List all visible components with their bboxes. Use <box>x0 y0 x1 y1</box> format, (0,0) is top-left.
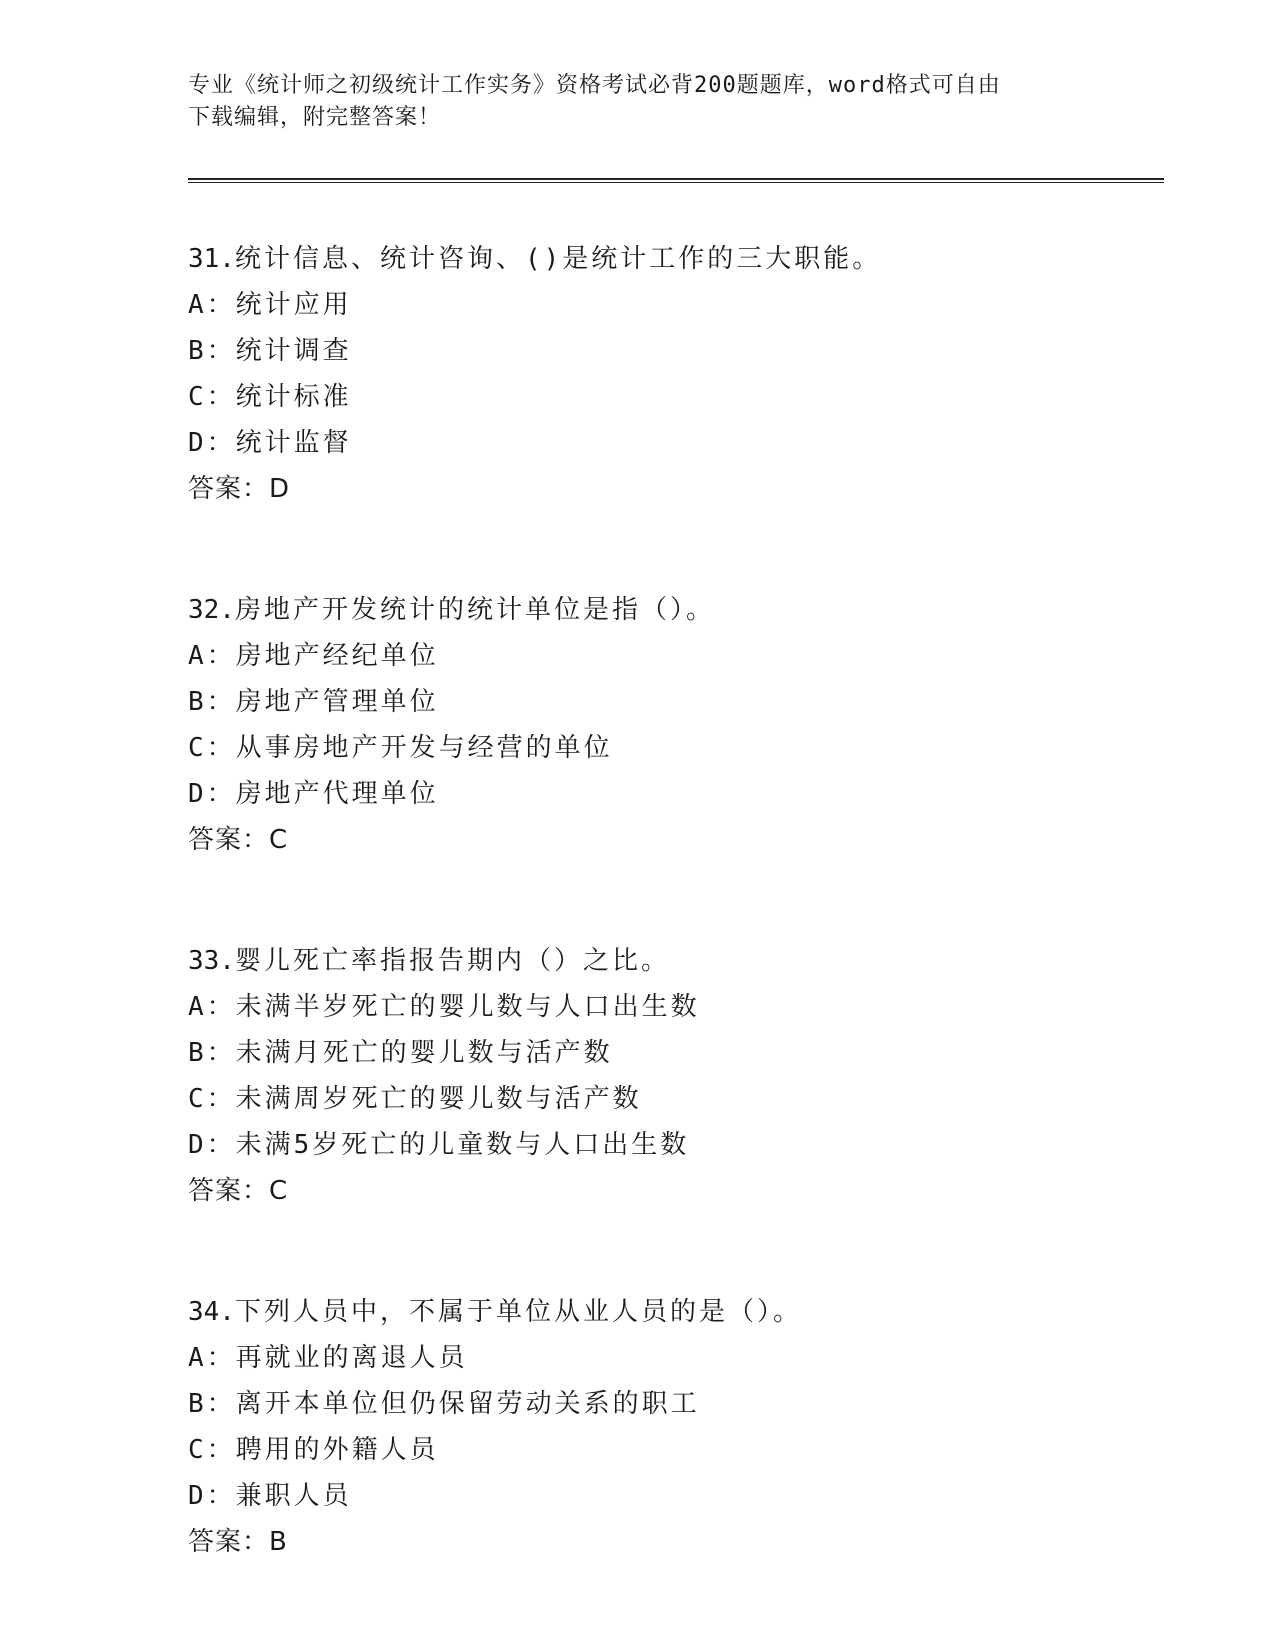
answer-label: 答案： <box>188 1176 270 1206</box>
header-line-1: 专业《统计师之初级统计工作实务》资格考试必背200题题库，word格式可自由 <box>188 73 1001 98</box>
option-a <box>188 1335 1164 1381</box>
option-text: 离开本单位但仍保留劳动关系的职工 <box>235 1389 700 1419</box>
option-key: C： <box>188 1435 236 1465</box>
option-a <box>188 282 1164 328</box>
option-d <box>188 771 1164 817</box>
question-list <box>188 236 1164 1640</box>
answer-line <box>188 817 1164 863</box>
option-text: 聘用的外籍人员 <box>235 1435 439 1465</box>
question-31 <box>188 236 1164 512</box>
question-text: 房地产开发统计的统计单位是指（）。 <box>234 595 715 625</box>
header-divider <box>188 178 1164 183</box>
option-key: A： <box>188 641 236 671</box>
question-stem <box>188 1289 1164 1335</box>
option-key: B： <box>188 336 236 366</box>
question-stem <box>188 938 1164 984</box>
option-text: 未满月死亡的婴儿数与活产数 <box>235 1038 613 1068</box>
option-key: B： <box>188 1389 236 1419</box>
option-text: 统计应用 <box>235 290 352 320</box>
answer-label: 答案： <box>188 825 270 855</box>
option-c <box>188 725 1164 771</box>
option-b <box>188 328 1164 374</box>
option-key: D： <box>188 428 236 458</box>
question-stem <box>188 236 1164 282</box>
option-d <box>188 420 1164 466</box>
option-b <box>188 1030 1164 1076</box>
option-key: C： <box>188 1084 236 1114</box>
header-line-2: 下载编辑，附完整答案！ <box>188 105 442 130</box>
question-number: 32. <box>188 595 235 625</box>
question-text: 婴儿死亡率指报告期内（）之比。 <box>234 946 670 976</box>
answer-line <box>188 466 1164 512</box>
option-key: A： <box>188 1343 236 1373</box>
document-header <box>188 70 1088 134</box>
answer-value: B <box>269 1527 288 1557</box>
option-text: 房地产代理单位 <box>235 779 439 809</box>
option-text: 房地产经纪单位 <box>235 641 439 671</box>
question-32 <box>188 587 1164 863</box>
option-c <box>188 1427 1164 1473</box>
option-a <box>188 633 1164 679</box>
answer-label: 答案： <box>188 1527 270 1557</box>
answer-value: C <box>269 825 289 855</box>
option-d <box>188 1473 1164 1519</box>
option-key: C： <box>188 382 236 412</box>
option-key: D： <box>188 1130 236 1160</box>
option-text: 兼职人员 <box>235 1481 352 1511</box>
question-number: 31. <box>188 244 235 274</box>
answer-line <box>188 1168 1164 1214</box>
option-text: 统计调查 <box>235 336 352 366</box>
option-text: 未满半岁死亡的婴儿数与人口出生数 <box>235 992 700 1022</box>
option-key: B： <box>188 1038 236 1068</box>
option-c <box>188 1076 1164 1122</box>
option-key: D： <box>188 1481 236 1511</box>
question-number: 33. <box>188 946 235 976</box>
option-b <box>188 679 1164 725</box>
option-key: A： <box>188 290 236 320</box>
option-a <box>188 984 1164 1030</box>
answer-value: D <box>269 474 291 504</box>
question-number: 34. <box>188 1297 235 1327</box>
option-d <box>188 1122 1164 1168</box>
option-text: 再就业的离退人员 <box>235 1343 468 1373</box>
option-key: C： <box>188 733 236 763</box>
option-key: D： <box>188 779 236 809</box>
answer-value: C <box>269 1176 289 1206</box>
option-text: 统计监督 <box>235 428 352 458</box>
option-key: A： <box>188 992 236 1022</box>
option-text: 统计标准 <box>235 382 352 412</box>
question-stem <box>188 587 1164 633</box>
answer-label: 答案： <box>188 474 270 504</box>
option-text: 从事房地产开发与经营的单位 <box>235 733 613 763</box>
option-c <box>188 374 1164 420</box>
question-text: 下列人员中，不属于单位从业人员的是（）。 <box>234 1297 802 1327</box>
answer-line <box>188 1519 1164 1565</box>
question-text: 统计信息、统计咨询、()是统计工作的三大职能。 <box>234 244 882 274</box>
question-34 <box>188 1289 1164 1565</box>
option-text: 未满周岁死亡的婴儿数与活产数 <box>235 1084 642 1114</box>
option-b <box>188 1381 1164 1427</box>
question-33 <box>188 938 1164 1214</box>
option-key: B： <box>188 687 236 717</box>
option-text: 未满5岁死亡的儿童数与人口出生数 <box>235 1130 690 1160</box>
option-text: 房地产管理单位 <box>235 687 439 717</box>
